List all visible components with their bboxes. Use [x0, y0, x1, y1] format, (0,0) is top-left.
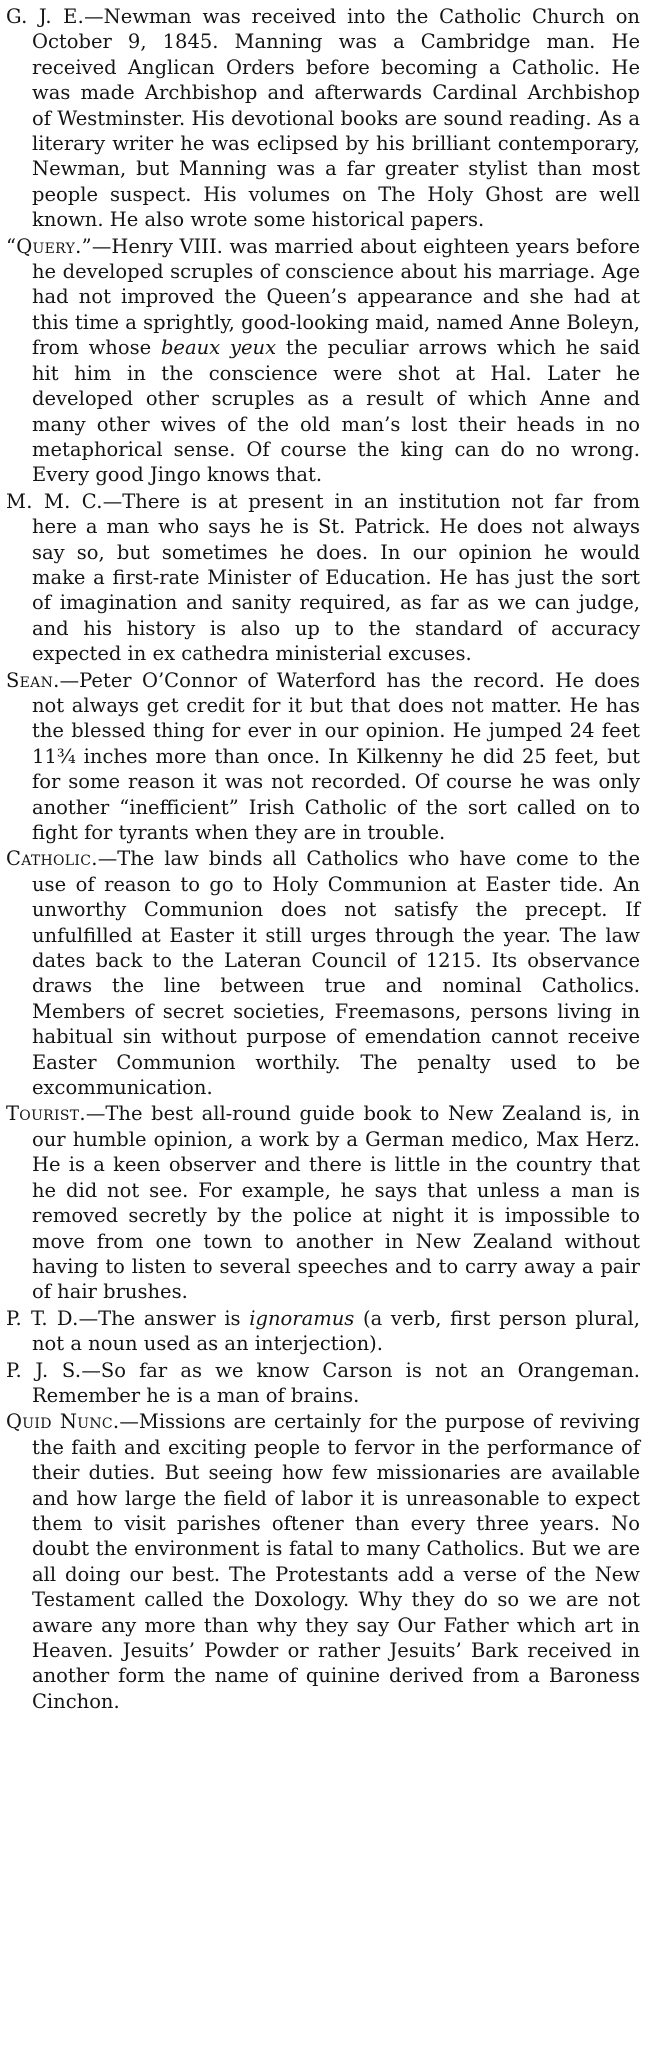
italic-phrase: beaux yeux: [160, 336, 277, 360]
entry-heading: Quid Nunc.: [6, 1410, 120, 1434]
entry-text: —Peter O’Connor of Waterford has the record. He does not always get credit for it but that does not matter. He has the blessed thing for ever in our opinion. He jumped 24 feet 11¾ inches more than once. In Kilkenny he did 25 feet, but for some reason it was not recorded. Of course he was only another “inefficient” Irish Catholic of the sort called on to fight for tyrants when they are in trouble.: [32, 668, 640, 844]
entry-text: —Newman was received into the Catholic Church on October 9, 1845. Manning was a Cambridge man. He received Anglican Orders before becoming a Catholic. He was made Archbishop and afterwards Cardinal Archbishop of Westminster. His devotional books are sound reading. As a literary writer he was eclipsed by his brilliant contemporary, Newman, but Manning was a far greater stylist than most people suspect. His volumes on The Holy Ghost are well known. He also wrote some historical papers.: [32, 5, 640, 232]
entry-catholic: [6, 846, 640, 1100]
entry-m-m-c: [6, 489, 640, 667]
entry-text: —The answer is: [78, 1306, 250, 1330]
entry-text: the peculiar arrows which he said hit him in the conscience were shot at Hal. Later he developed other scruples as a result of which Anne and many other wives of the old man’s lost their heads in no metaphorical sense. Of course the king can do no wrong. Every good Jingo knows that.: [32, 336, 640, 487]
entry-heading: P. T. D.: [6, 1306, 79, 1330]
entry-heading: Tourist.: [6, 1102, 86, 1126]
entry-heading: Catholic.: [6, 847, 98, 871]
entry-text: —There is at present in an institution not far from here a man who says he is St. Patrick. He does not always say so, but sometimes he does. In our opinion he would make a first-rate Minister of Education. He has just the sort of imagination and sanity required, as far as we can judge, and his history is also up to the standard of accuracy expected in ex cathedra ministerial excuses.: [32, 489, 640, 666]
entry-text: —The best all-round guide book to New Zealand is, in our humble opinion, a work by a German medico, Max Herz. He is a keen observer and there is little in the country that he did not see. For example, he says that unless a man is removed secretly by the police at night it is impossible to move from one town to another in New Zealand without having to listen to several speeches and to carry away a pair of hair brushes.: [32, 1102, 640, 1304]
entry-text: —Henry VIII. was married about eighteen years before he developed scruples of conscience about his marriage. Age had not improved the Queen’s appearance and she had at this time a sprightly, good-looking maid, named Anne Boleyn, from whose: [32, 234, 640, 360]
entry-p-t-d: [6, 1306, 640, 1357]
entry-heading: “Query.”: [6, 234, 92, 258]
entry-heading: M. M. C.: [6, 489, 103, 513]
entry-text: —Missions are certainly for the purpose of reviving the faith and exciting people to fervor in the performance of their duties. But seeing how few missionaries are available and how large the field of labor it is unreasonable to expect them to visit parishes oftener than every three years. No doubt the environment is fatal to many Catholics. But we are all doing our best. The Protestants add a verse of the New Testament called the Doxology. Why they do so we are not aware any more than why they say Our Father which art in Heaven. Jesuits’ Powder or rather Jesuits’ Bark received in another form the name of quinine derived from a Baroness Cinchon.: [32, 1410, 640, 1713]
entry-text: (a verb, first person plural, not a noun used as an interjection).: [32, 1306, 640, 1356]
entry-heading: G. J. E.: [6, 5, 85, 28]
entry-quid-nunc: [6, 1409, 640, 1714]
entry-tourist: [6, 1101, 640, 1304]
entry-heading: Sean.: [6, 668, 60, 692]
entry-query: [6, 234, 640, 488]
entry-sean: [6, 668, 640, 846]
entry-text: —So far as we know Carson is not an Orangeman. Remember he is a man of brains.: [32, 1358, 640, 1407]
entry-g-j-e: [6, 4, 640, 233]
entry-text: —The law binds all Catholics who have come to the use of reason to go to Holy Communion at Easter tide. An unworthy Communion does not satisfy the precept. If unfulfilled at Easter it still urges through the year. The law dates back to the Lateran Council of 1215. Its observance draws the line between true and nominal Catholics. Members of secret societies, Freemasons, persons living in habitual sin without purpose of emendation cannot receive Easter Communion worthily. The penalty used to be excommunication.: [32, 847, 640, 1100]
italic-phrase: ignoramus: [249, 1306, 355, 1330]
entry-p-j-s: [6, 1358, 640, 1409]
entry-heading: P. J. S.: [6, 1358, 82, 1382]
